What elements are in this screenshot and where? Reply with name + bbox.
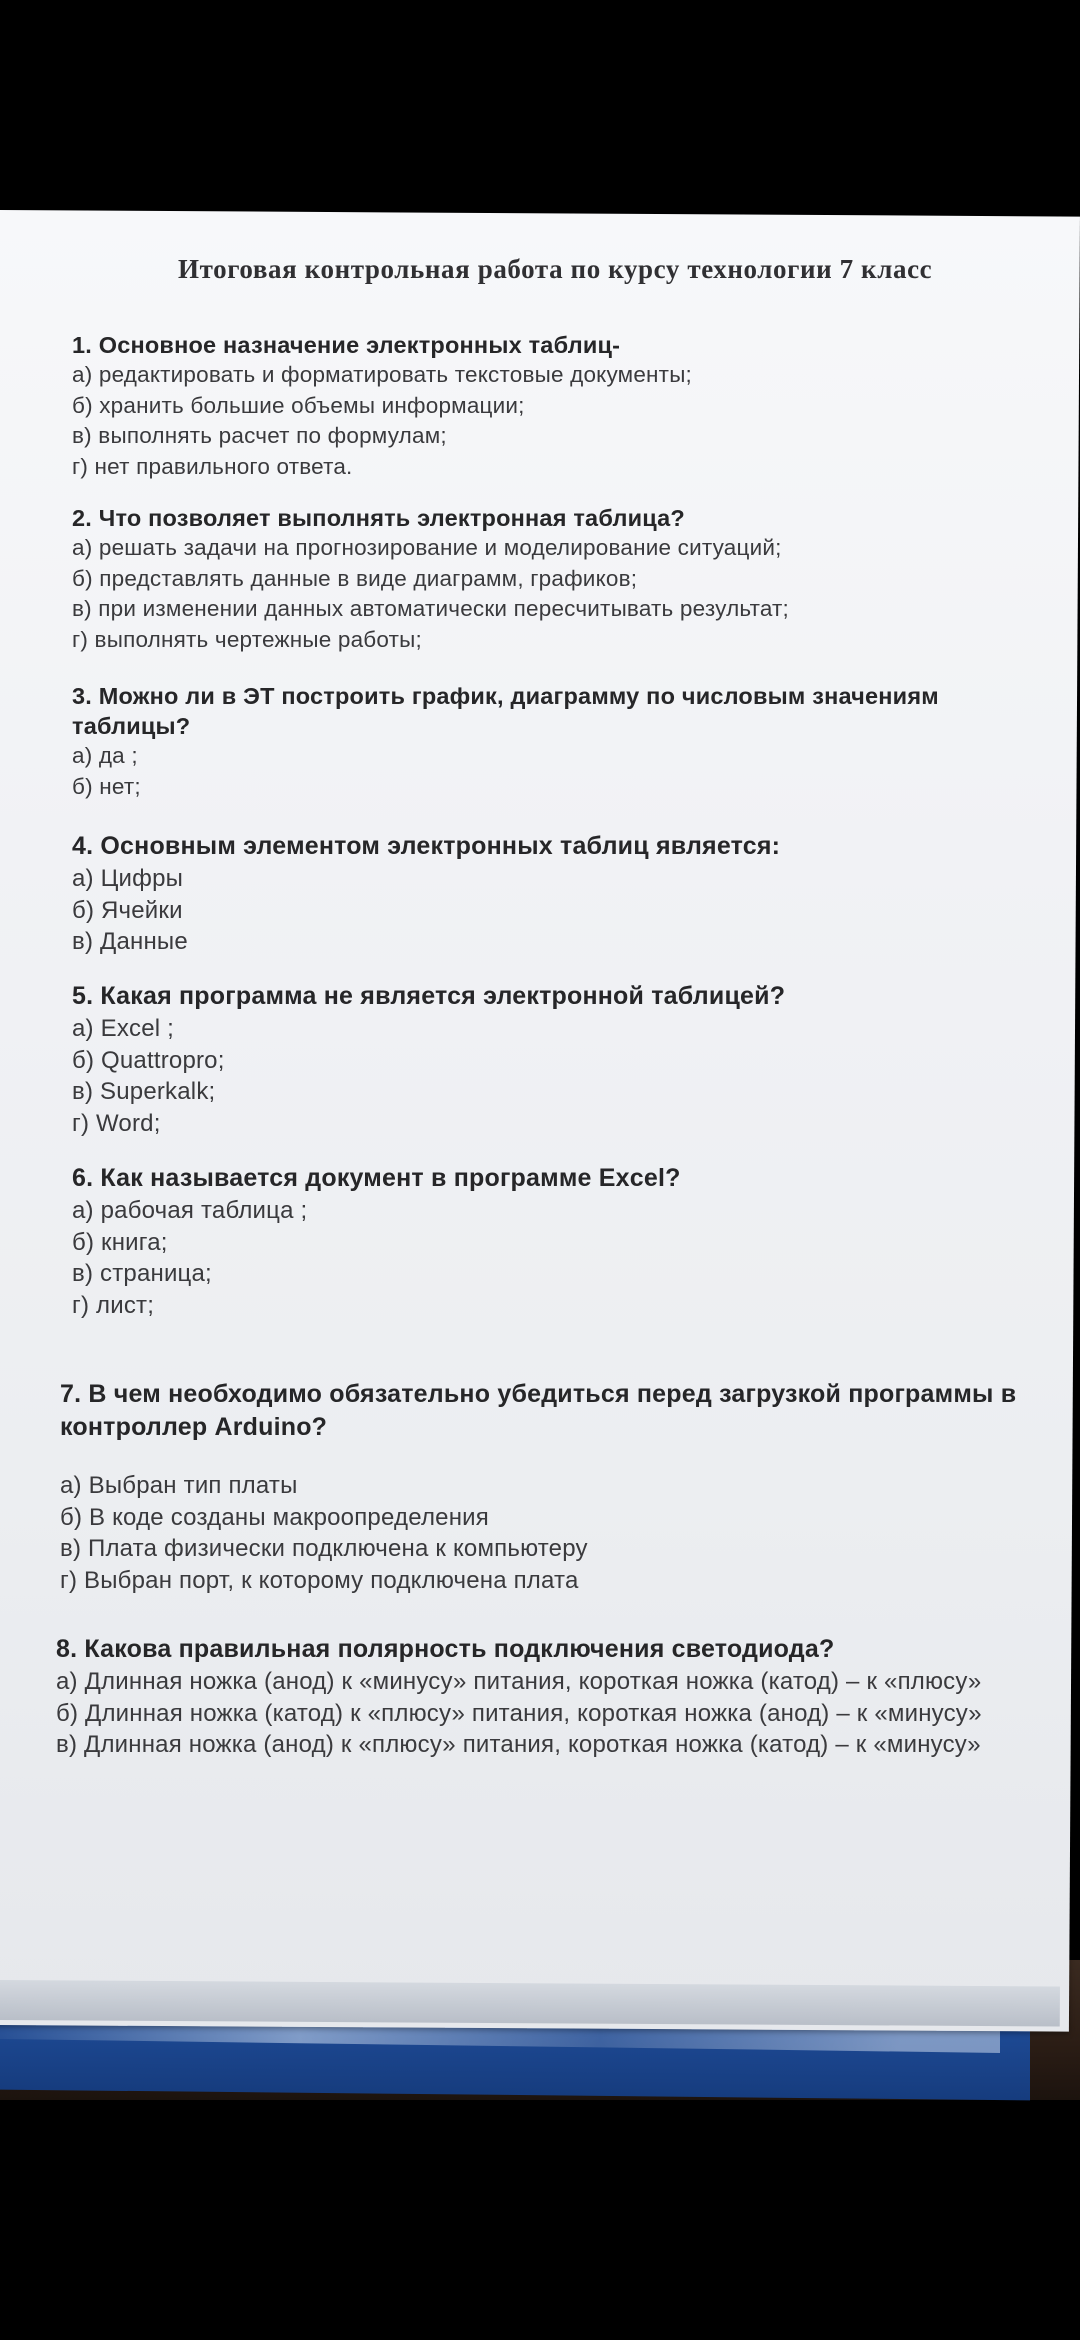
answer-option: а) редактировать и форматировать текстовые документы; (72, 362, 693, 387)
question-5 (72, 980, 1072, 1139)
answer-option: г) Выбран порт, к которому подключена плата (60, 1566, 579, 1594)
answer-option: а) да ; (72, 743, 138, 768)
question-text: 8. Какова правильная полярность подключения светодиода? (56, 1635, 835, 1663)
answer-option: г) Word; (72, 1109, 161, 1137)
answer-options (60, 1470, 1060, 1596)
answer-option: б) книга; (72, 1228, 168, 1256)
answer-option: б) хранить большие объемы информации; (72, 392, 525, 418)
answer-option: г) нет правильного ответа. (72, 453, 353, 479)
answer-option: а) Excel ; (72, 1015, 175, 1042)
question-text: 1. Основное назначение электронных таблиц- (72, 332, 621, 358)
question-7 (60, 1378, 1060, 1596)
answer-options (72, 863, 1072, 958)
question-text: 2. Что позволяет выполнять электронная таблица? (72, 505, 685, 531)
answer-option: б) Quattropro; (72, 1046, 225, 1074)
question-text: 7. В чем необходимо обязательно убедиться перед загрузкой программы в контроллер Arduino? (60, 1380, 1017, 1441)
answer-option: б) представлять данные в виде диаграмм, графиков; (72, 565, 638, 591)
answer-option: г) выполнять чертежные работы; (72, 626, 422, 652)
answer-option: в) Длинная ножка (анод) к «плюсу» питания, короткая ножка (катод) – к «минусу» (56, 1731, 981, 1758)
answer-option: а) Цифры (72, 865, 184, 892)
answer-option: а) рабочая таблица ; (72, 1197, 308, 1224)
answer-options (72, 741, 1072, 802)
answer-options (72, 1013, 1072, 1139)
answer-option: в) Плата физически подключена к компьютеру (60, 1535, 588, 1562)
answer-option: а) решать задачи на прогнозирование и моделирование ситуаций; (72, 535, 782, 560)
answer-options (72, 1195, 1072, 1321)
answer-option: в) Superkalk; (72, 1078, 216, 1105)
document-title: Итоговая контрольная работа по курсу технологии 7 класс (178, 254, 933, 284)
answer-option: в) Данные (72, 928, 188, 955)
answer-option: г) лист; (72, 1291, 155, 1319)
question-2 (72, 503, 1072, 655)
question-text: 3. Можно ли в ЭТ построить график, диаграмму по числовым значениям таблицы? (72, 683, 939, 739)
answer-options (56, 1666, 1056, 1761)
question-3 (72, 681, 1072, 802)
answer-options (72, 533, 1072, 655)
answer-option: а) Выбран тип платы (60, 1472, 298, 1499)
question-text: 4. Основным элементом электронных таблиц является: (72, 832, 781, 860)
answer-options (72, 360, 1072, 482)
question-6 (72, 1162, 1072, 1321)
question-text: 6. Как называется документ в программе Excel? (72, 1164, 681, 1192)
answer-option: а) Длинная ножка (анод) к «минусу» питания, короткая ножка (катод) – к «плюсу» (56, 1668, 982, 1695)
answer-option: б) В коде созданы макроопределения (60, 1503, 489, 1531)
answer-option: в) страница; (72, 1260, 212, 1287)
question-4 (72, 830, 1072, 958)
answer-option: в) при изменении данных автоматически пересчитывать результат; (72, 596, 790, 621)
answer-option: в) выполнять расчет по формулам; (72, 423, 447, 448)
question-1 (72, 330, 1072, 482)
answer-option: б) Длинная ножка (катод) к «плюсу» питания, короткая ножка (анод) – к «минусу» (56, 1699, 982, 1727)
question-text: 5. Какая программа не является электронной таблицей? (72, 982, 786, 1010)
question-8 (56, 1633, 1056, 1761)
answer-option: б) нет; (72, 773, 141, 799)
answer-option: б) Ячейки (72, 896, 183, 924)
